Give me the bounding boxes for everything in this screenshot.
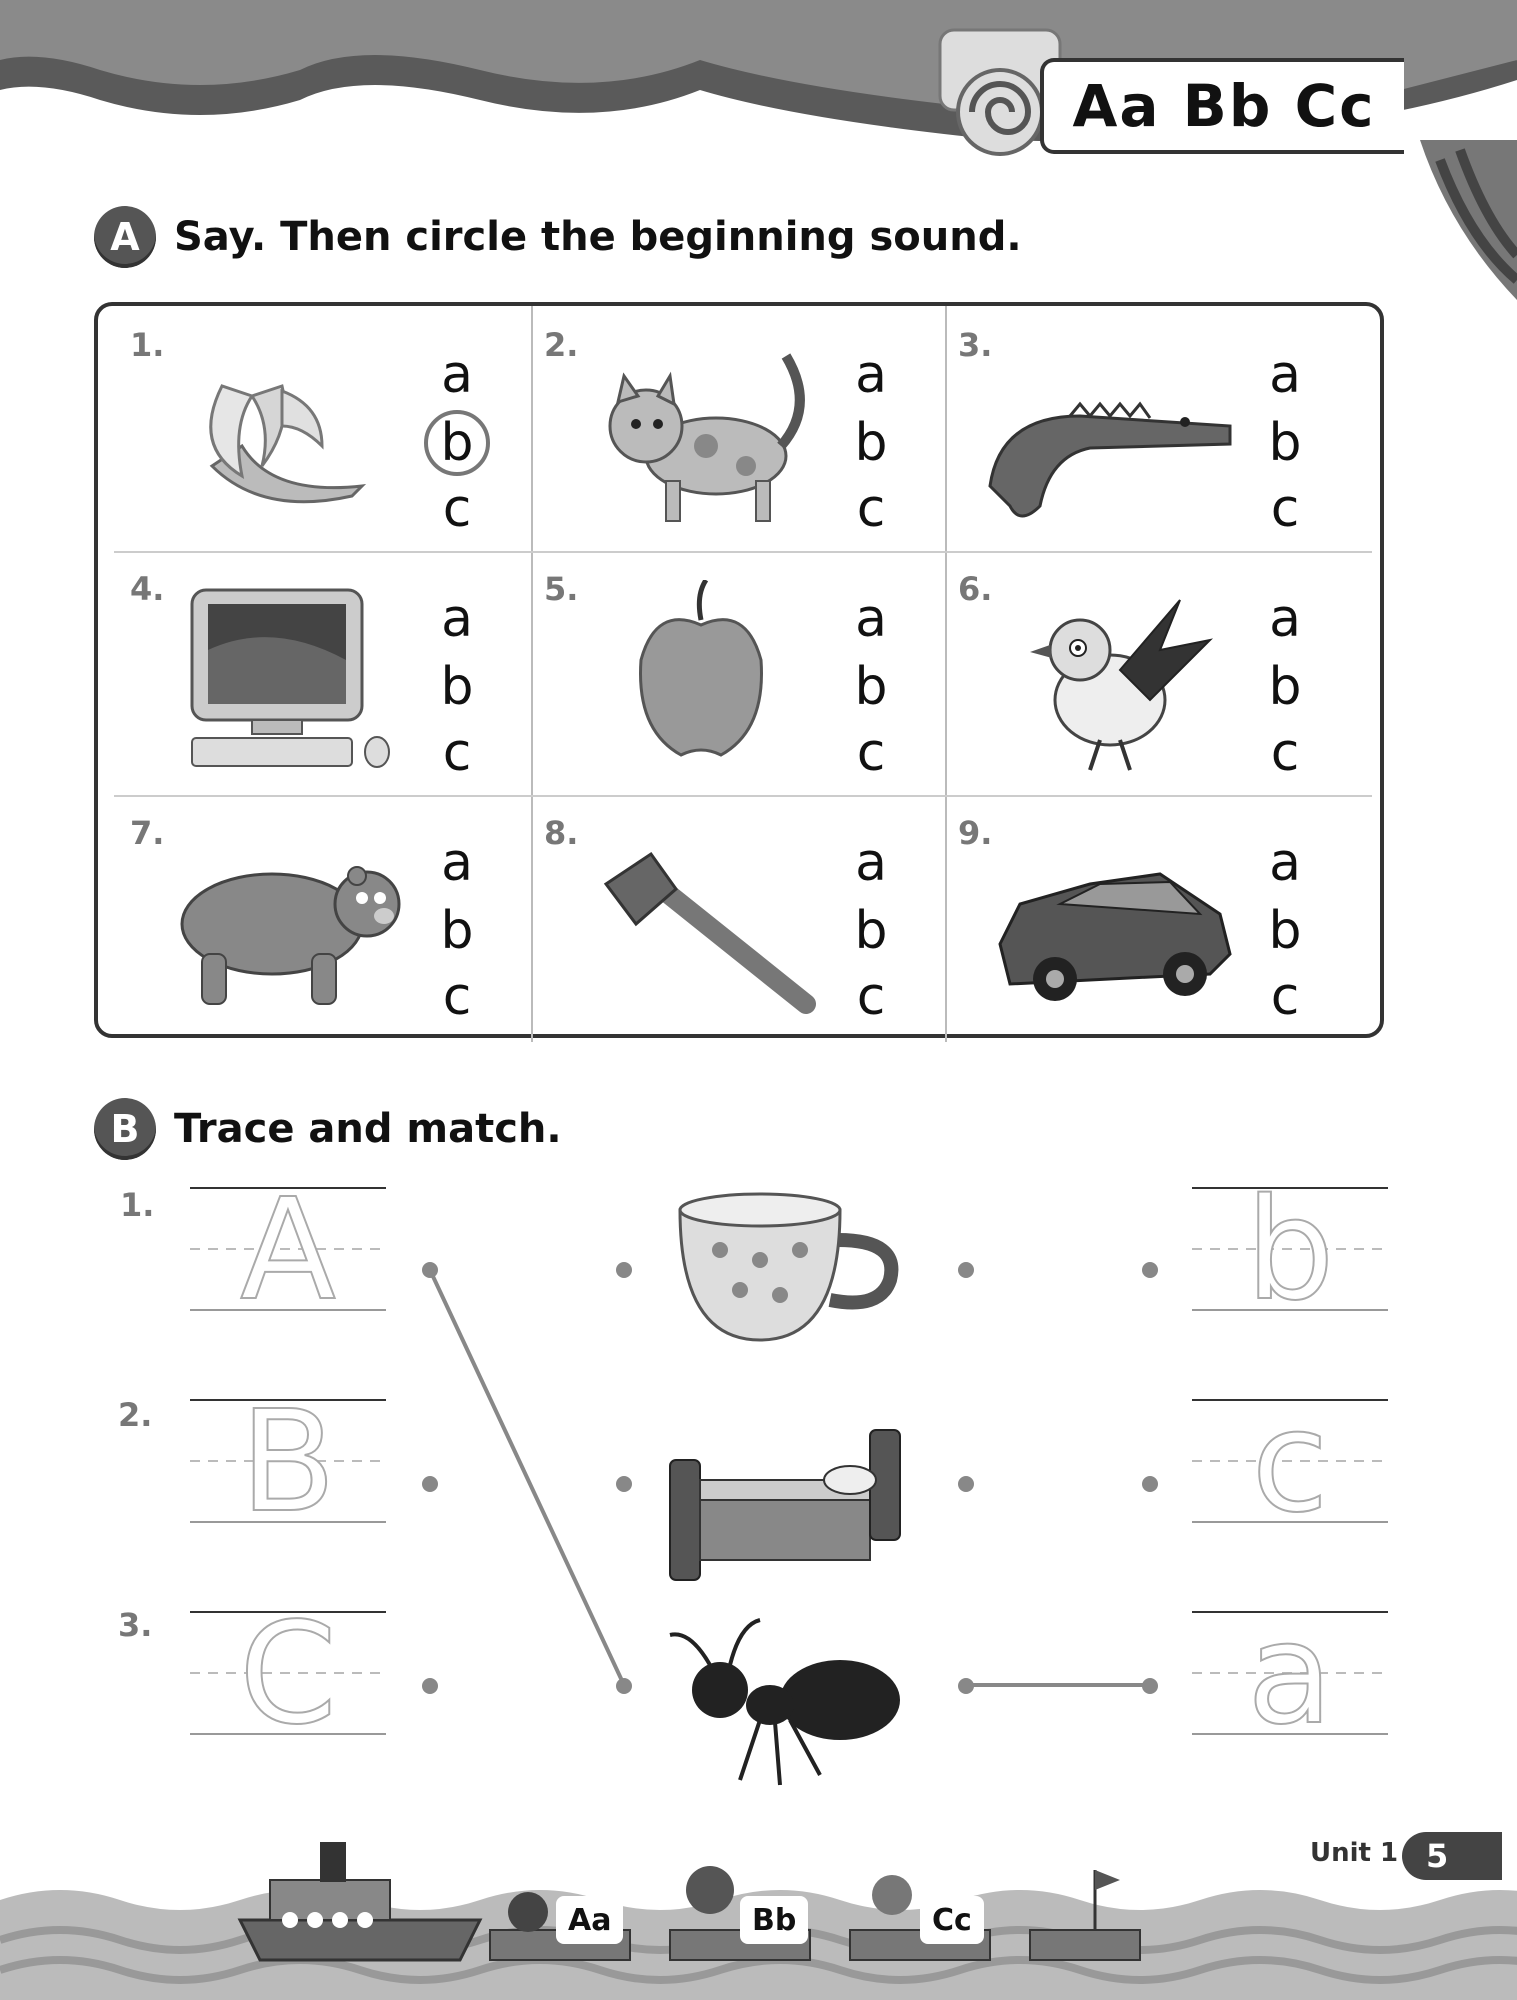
option-b[interactable]: b xyxy=(440,657,474,717)
section-b-instruction: Trace and match. xyxy=(174,1106,562,1152)
boat-label-bb: Bb xyxy=(740,1896,808,1944)
unit-label: Unit 1 xyxy=(1310,1838,1399,1868)
option-b[interactable]: b xyxy=(440,901,474,961)
item-number: 6. xyxy=(958,570,993,608)
section-a-badge: A xyxy=(94,206,156,268)
item-number: 1. xyxy=(130,326,165,364)
option-c[interactable]: c xyxy=(1270,967,1300,1027)
trace-item-number: 1. xyxy=(120,1186,155,1224)
trace-uppercase-letter[interactable]: C xyxy=(239,1593,337,1756)
option-c[interactable]: c xyxy=(442,723,472,783)
option-a[interactable]: a xyxy=(1269,345,1301,405)
boat-label-cc: Cc xyxy=(920,1896,984,1944)
item-number: 8. xyxy=(544,814,579,852)
option-a[interactable]: a xyxy=(441,345,473,405)
trace-item-number: 3. xyxy=(118,1606,153,1644)
option-b[interactable]: b xyxy=(854,657,888,717)
option-b[interactable]: b xyxy=(854,901,888,961)
option-a[interactable]: a xyxy=(855,833,887,893)
option-b[interactable]: b xyxy=(1268,657,1302,717)
option-c[interactable]: c xyxy=(856,479,886,539)
option-a[interactable]: a xyxy=(855,345,887,405)
option-b[interactable]: b xyxy=(854,413,888,473)
option-a[interactable]: a xyxy=(441,833,473,893)
option-c[interactable]: c xyxy=(442,479,472,539)
trace-uppercase-letter[interactable]: A xyxy=(240,1169,336,1332)
option-b[interactable]: b xyxy=(1268,901,1302,961)
option-b[interactable]: b xyxy=(1268,413,1302,473)
option-a[interactable]: a xyxy=(855,589,887,649)
trace-uppercase-letter[interactable]: B xyxy=(239,1381,337,1544)
option-c[interactable]: c xyxy=(856,967,886,1027)
trace-lowercase-letter[interactable]: c xyxy=(1251,1381,1329,1544)
trace-item-number: 2. xyxy=(118,1396,153,1434)
page-title: Aa Bb Cc xyxy=(1072,72,1376,140)
option-b-circled[interactable]: b xyxy=(424,410,490,476)
item-number: 4. xyxy=(130,570,165,608)
option-a[interactable]: a xyxy=(441,589,473,649)
item-number: 5. xyxy=(544,570,579,608)
boat-label-aa: Aa xyxy=(556,1896,623,1944)
trace-lowercase-letter[interactable]: a xyxy=(1247,1593,1333,1756)
section-b-badge: B xyxy=(94,1098,156,1160)
trace-lowercase-letter[interactable]: b xyxy=(1245,1169,1335,1332)
option-c[interactable]: c xyxy=(1270,479,1300,539)
section-a-instruction: Say. Then circle the beginning sound. xyxy=(174,214,1022,260)
option-c[interactable]: c xyxy=(442,967,472,1027)
item-number: 9. xyxy=(958,814,993,852)
option-c[interactable]: c xyxy=(1270,723,1300,783)
option-a[interactable]: a xyxy=(1269,589,1301,649)
item-number: 2. xyxy=(544,326,579,364)
option-a[interactable]: a xyxy=(1269,833,1301,893)
item-number: 7. xyxy=(130,814,165,852)
page-number: 5 xyxy=(1402,1832,1502,1880)
item-number: 3. xyxy=(958,326,993,364)
option-c[interactable]: c xyxy=(856,723,886,783)
